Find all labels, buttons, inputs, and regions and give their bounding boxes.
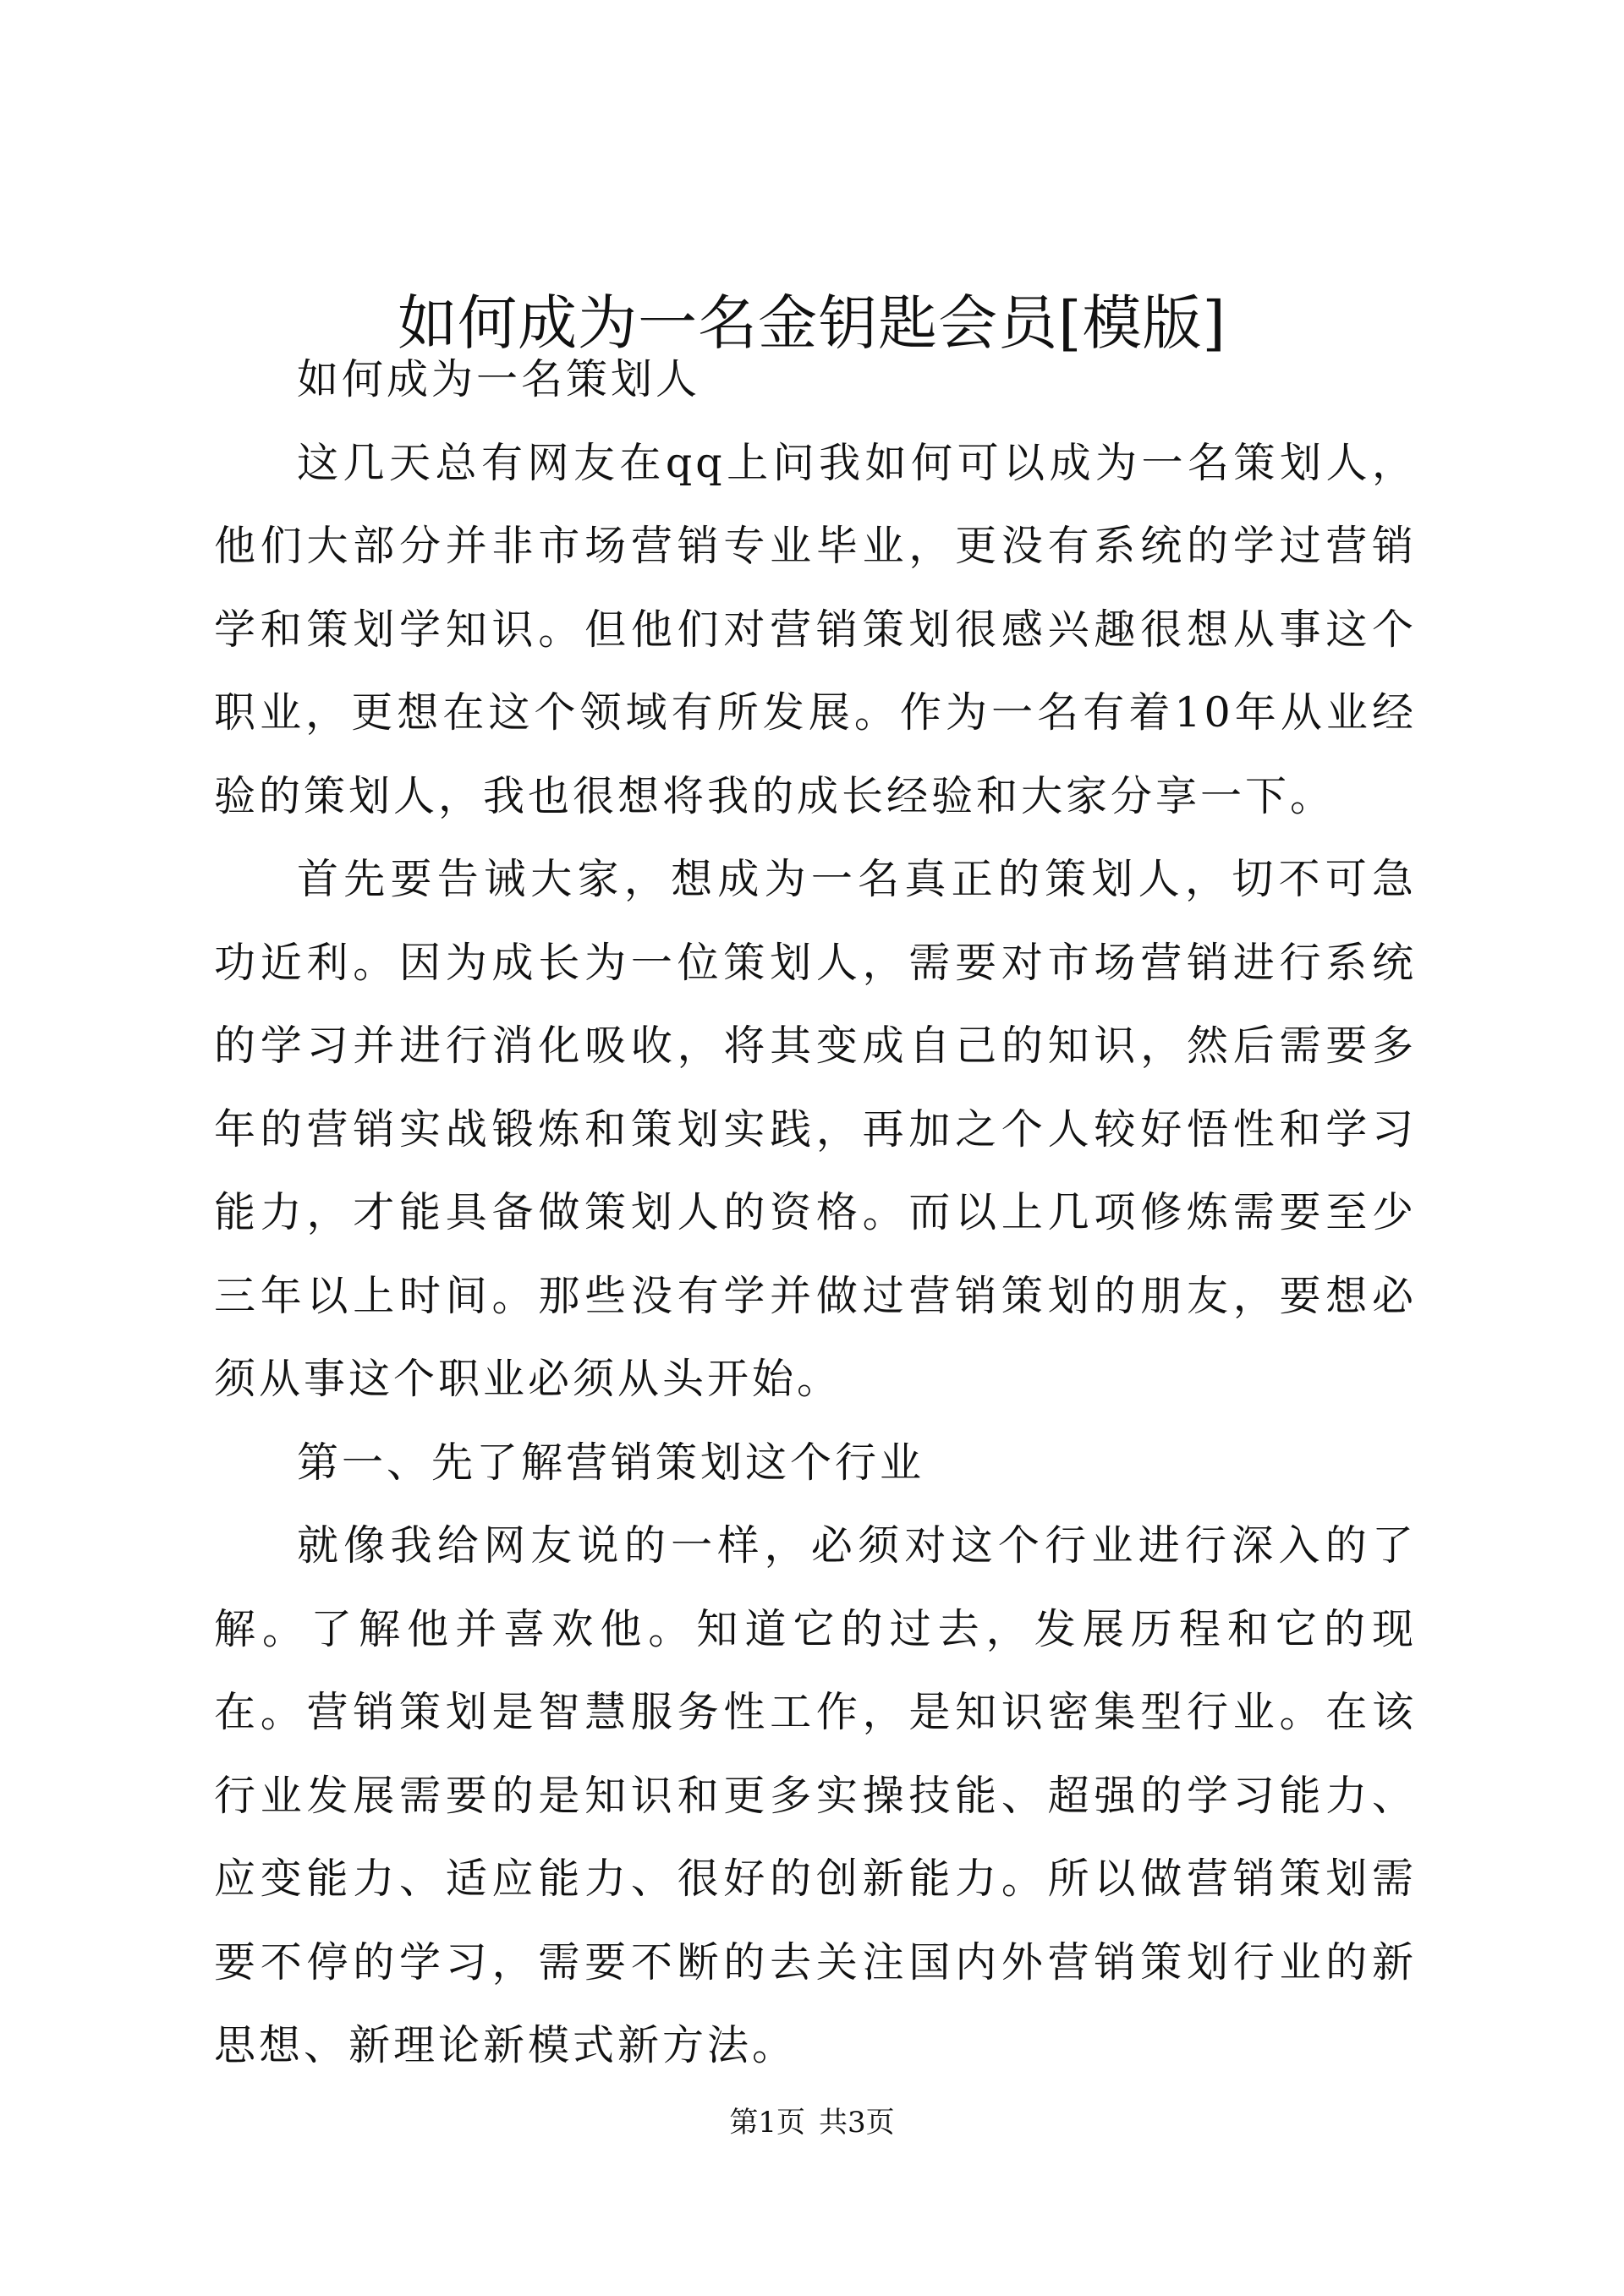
page-total: 共3页 [819,2106,895,2140]
paragraph-industry: 就像我给网友说的一样，必须对这个行业进行深入的了解。了解他并喜欢他。知道它的过去，发展历程和它的现在。营销策划是智慧服务性工作，是知识密集型行业。在该行业发展需要的是知识和更多实操技能、超强的学习能力、应变能力、适应能力、很好的创新能力。所以做营销策划需要不停的学习，需要不断的去关注国内外营销策划行业的新思想、新理论新模式新方法。 [214,1521,1417,2069]
document-title: 如何成为一名金钥匙会员[模版] [398,288,1226,358]
paragraph-intro: 这几天总有网友在qq上问我如何可以成为一名策划人，他们大部分并非市场营销专业毕业，更没有系统的学过营销学和策划学知识。但他们对营销策划很感兴趣很想从事这个职业，更想在这个领域有所发展。作为一名有着10年从业经验的策划人，我也很想将我的成长经验和大家分享一下。 [214,438,1417,820]
page-footer [0,2101,1624,2144]
document-body [214,338,1417,2088]
page-number: 第1页 [729,2106,805,2140]
paragraph-subtitle: 如何成为一名策划人 [297,355,701,403]
paragraph-advice: 首先要告诫大家，想成为一名真正的策划人，切不可急功近利。因为成长为一位策划人，需要对市场营销进行系统的学习并进行消化吸收，将其变成自己的知识，然后需要多年的营销实战锻炼和策划实践，再加之个人较好悟性和学习能力，才能具备做策划人的资格。而以上几项修炼需要至少三年以上时间。那些没有学并做过营销策划的朋友，要想必须从事这个职业必须从头开始。 [214,855,1417,1403]
section-heading-first: 第一、先了解营销策划这个行业 [297,1438,925,1487]
